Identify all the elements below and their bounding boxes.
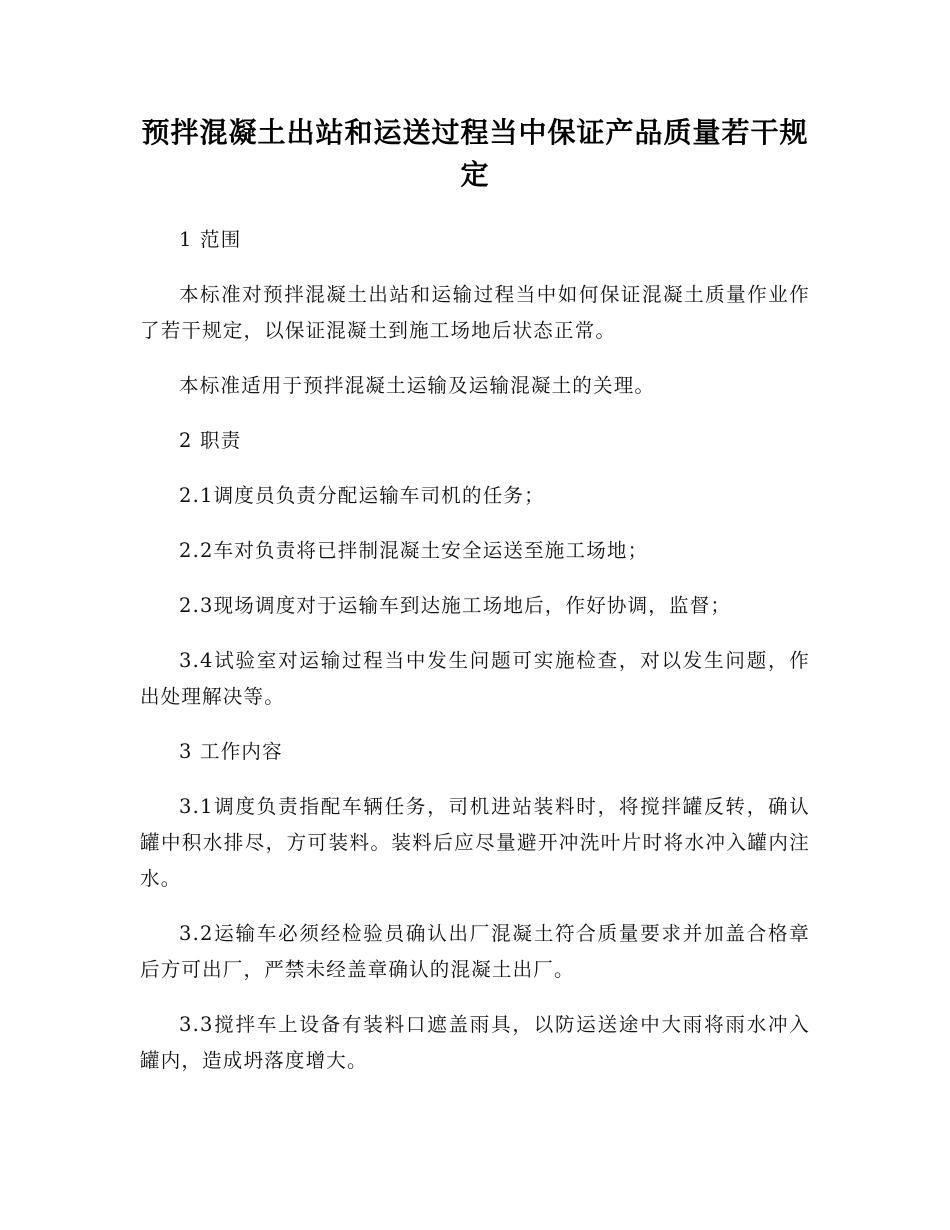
paragraph-responsibility-2-2: 2.2车对负责将已拌制混凝土安全运送至施工场地； <box>179 539 649 562</box>
section-heading-work-content: 3 工作内容 <box>179 740 283 763</box>
paragraph-scope-applicability: 本标准适用于预拌混凝土运输及运输混凝土的关理。 <box>179 374 656 397</box>
paragraph-work-3-3: 3.3搅拌车上设备有装料口遮盖雨具，以防运送途中大雨将雨水冲入罐内，造成坍落度增大。 <box>140 1013 810 1072</box>
paragraph-scope-purpose: 本标准对预拌混凝土出站和运输过程当中如何保证混凝土质量作业作了若干规定，以保证混凝土到施工场地后状态正常。 <box>140 283 810 342</box>
paragraph-responsibility-3-4: 3.4试验室对运输过程当中发生问题可实施检查，对以发生问题，作出处理解决等。 <box>140 649 810 708</box>
paragraph-responsibility-2-3: 2.3现场调度对于运输车到达施工场地后，作好协调，监督； <box>179 594 732 617</box>
paragraph-work-3-2: 3.2运输车必须经检验员确认出厂混凝土符合质量要求并加盖合格章后方可出厂，严禁未经盖章确认的混凝土出厂。 <box>140 922 810 981</box>
section-heading-scope: 1 范围 <box>179 228 242 251</box>
section-heading-responsibilities: 2 职责 <box>179 429 242 452</box>
document-title: 预拌混凝土出站和运送过程当中保证产品质量若干规定 <box>141 116 809 191</box>
paragraph-responsibility-2-1: 2.1调度员负责分配运输车司机的任务； <box>179 484 545 507</box>
paragraph-work-3-1: 3.1调度负责指配车辆任务，司机进站装料时，将搅拌罐反转，确认罐中积水排尽，方可装料。装料后应尽量避开冲洗叶片时将水冲入罐内注水。 <box>140 795 810 890</box>
